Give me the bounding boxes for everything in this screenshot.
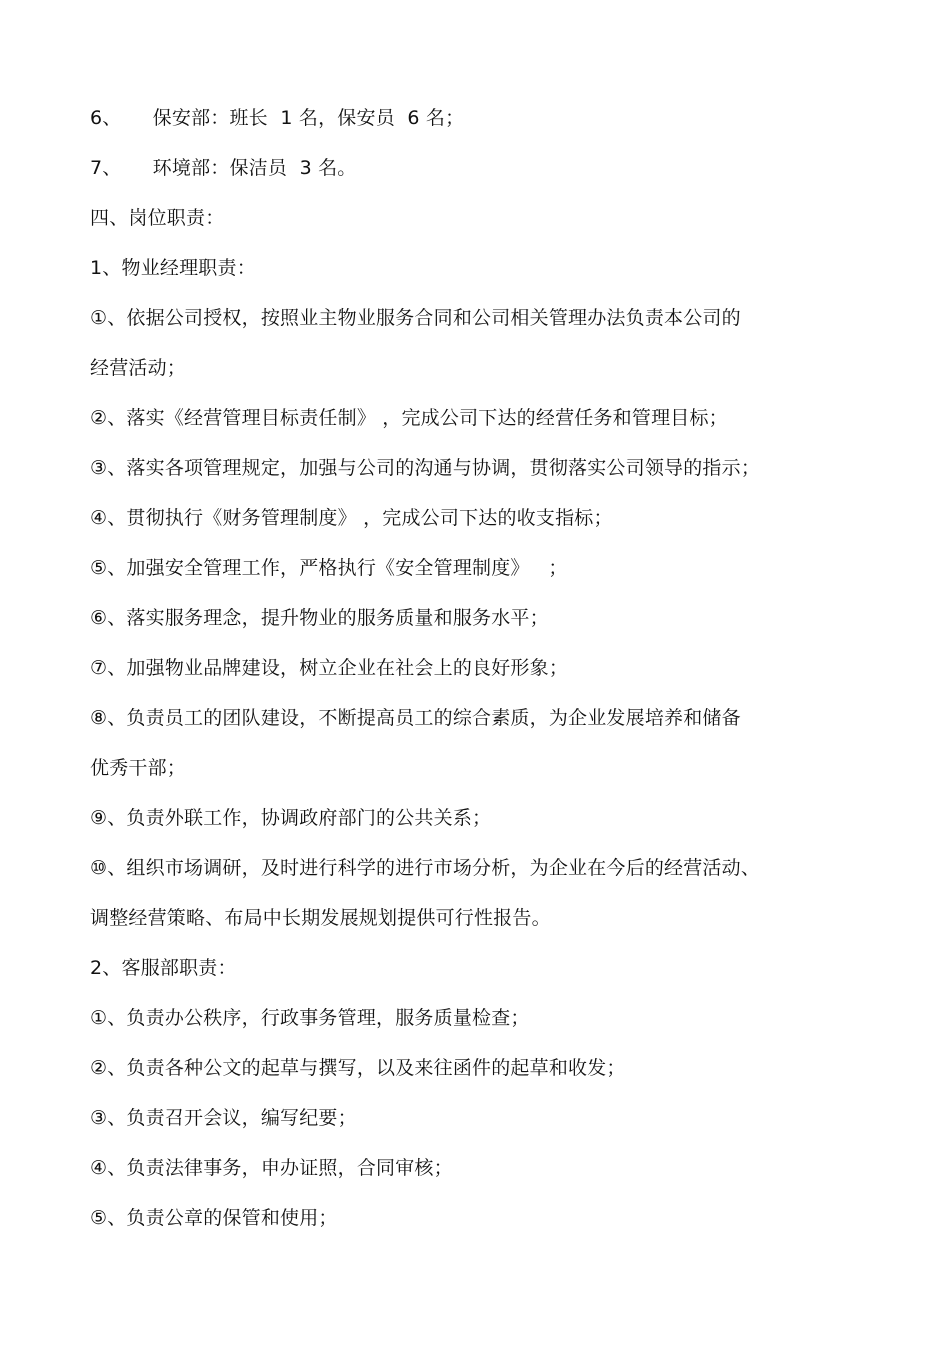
section-heading-job-duties: 四、岗位职责：	[90, 207, 225, 229]
subsection-heading-customer-service-duties: 2、客服部职责：	[90, 957, 237, 979]
list-item: ④、贯彻执行《财务管理制度》 ，完成公司下达的收支指标；	[90, 507, 613, 529]
list-item-continuation: 优秀干部；	[90, 757, 187, 779]
list-item-continuation: 经营活动；	[90, 357, 187, 379]
list-item: ⑤、加强安全管理工作，严格执行《安全管理制度》 ；	[90, 557, 568, 579]
list-item: ①、负责办公秩序，行政事务管理，服务质量检查；	[90, 1007, 530, 1029]
text-line-security-dept: 6、 保安部：班长 1 名，保安员 6 名；	[90, 107, 465, 129]
list-item-continuation: 调整经营策略、布局中长期发展规划提供可行性报告。	[90, 907, 551, 929]
list-item: ⑨、负责外联工作，协调政府部门的公共关系；	[90, 807, 492, 829]
list-item: ⑦、加强物业品牌建设，树立企业在社会上的良好形象；	[90, 657, 569, 679]
list-item: ③、负责召开会议，编写纪要；	[90, 1107, 357, 1129]
subsection-heading-manager-duties: 1、物业经理职责：	[90, 257, 256, 279]
list-item: ②、负责各种公文的起草与撰写，以及来往函件的起草和收发；	[90, 1057, 626, 1079]
list-item: ④、负责法律事务，申办证照，合同审核；	[90, 1157, 453, 1179]
list-item: ③、落实各项管理规定，加强与公司的沟通与协调，贯彻落实公司领导的指示；	[90, 457, 761, 479]
list-item: ②、落实《经营管理目标责任制》 ，完成公司下达的经营任务和管理目标；	[90, 407, 728, 429]
list-item: ⑧、负责员工的团队建设，不断提高员工的综合素质，为企业发展培养和储备	[90, 707, 741, 729]
text-line-environment-dept: 7、 环境部：保洁员 3 名。	[90, 157, 357, 179]
list-item: ⑩、组织市场调研，及时进行科学的进行市场分析，为企业在今后的经营活动、	[90, 857, 761, 879]
list-item: ⑤、负责公章的保管和使用；	[90, 1207, 338, 1229]
list-item: ①、依据公司授权，按照业主物业服务合同和公司相关管理办法负责本公司的	[90, 307, 741, 329]
list-item: ⑥、落实服务理念，提升物业的服务质量和服务水平；	[90, 607, 549, 629]
